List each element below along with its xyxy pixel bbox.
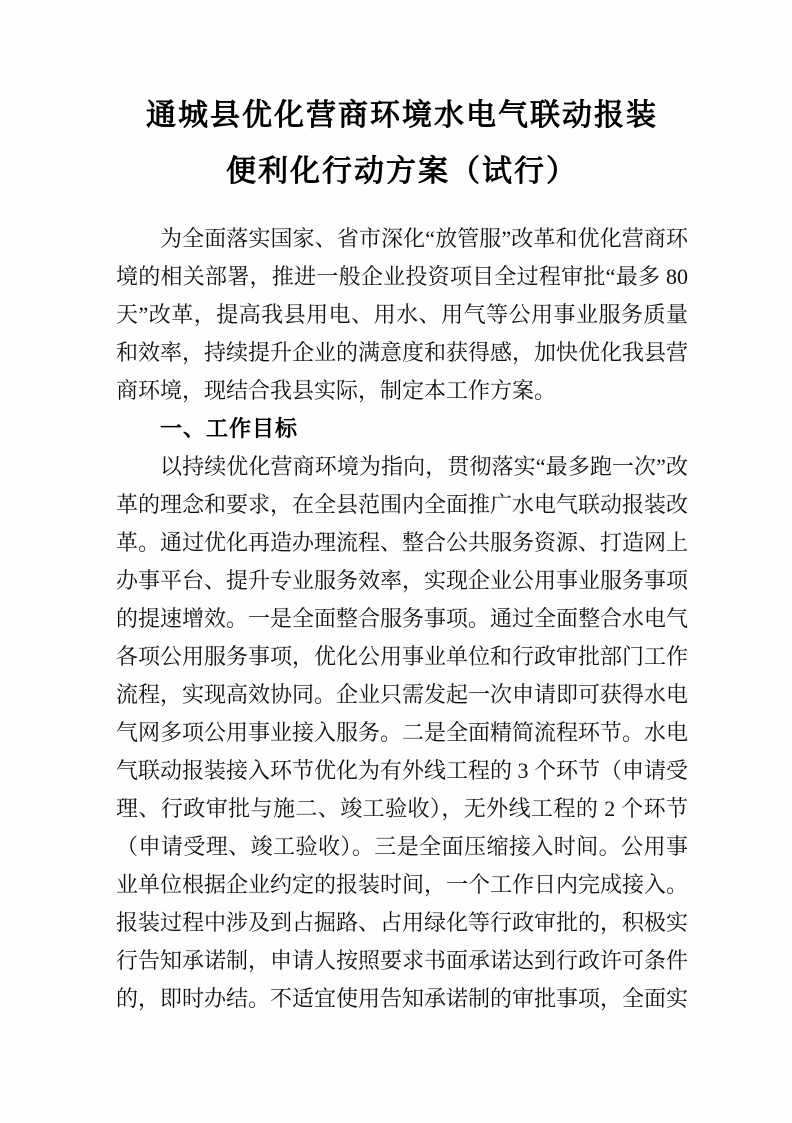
document-title-line-2: 便利化行动方案（试行）: [226, 155, 578, 188]
paragraph-work-goals: 以持续优化营商环境为指向，贯彻落实“最多跑一次”改革的理念和要求，在全县范围内全面推广水电气联动报装改革。通过优化再造办理流程、整合公共服务资源、打造网上办事平台、提升专业服务效率，实现企业公用事业服务事项的提速增效。一是全面整合服务事项。通过全面整合水电气各项公用服务事项，优化公用事业单位和行政审批部门工作流程，实现高效协同。企业只需发起一次申请即可获得水电气网多项公用事业接入服务。二是全面精简流程环节。水电气联动报装接入环节优化为有外线工程的 3 个环节（申请受理、行政审批与施二、竣工验收），无外线工程的 2 个环节（申请受理、竣工验收）。三是全面压缩接入时间。公用事业单位根据企业约定的报装时间，一个工作日内完成接入。报装过程中涉及到占掘路、占用绿化等行政审批的，积极实行告知承诺制，申请人按照要求书面承诺达到行政许可条件的，即时办结。不适宜使用告知承诺制的审批事项，全面实: [116, 454, 689, 1011]
section-heading-work-goals: 一、工作目标: [160, 416, 299, 441]
paragraph-preamble: 为全面落实国家、省市深化“放管服”改革和优化营商环境的相关部署，推进一般企业投资项目全过程审批“最多 80 天”改革，提高我县用电、用水、用气等公用事业服务质量和效率，持续提升企业的满意度和获得感，加快优化我县营商环境，现结合我县实际，制定本工作方案。: [116, 226, 689, 403]
document-title-line-1: 通城县优化营商环境水电气联动报装: [146, 99, 658, 132]
document-content: [116, 88, 688, 1018]
document-title: [116, 88, 688, 200]
